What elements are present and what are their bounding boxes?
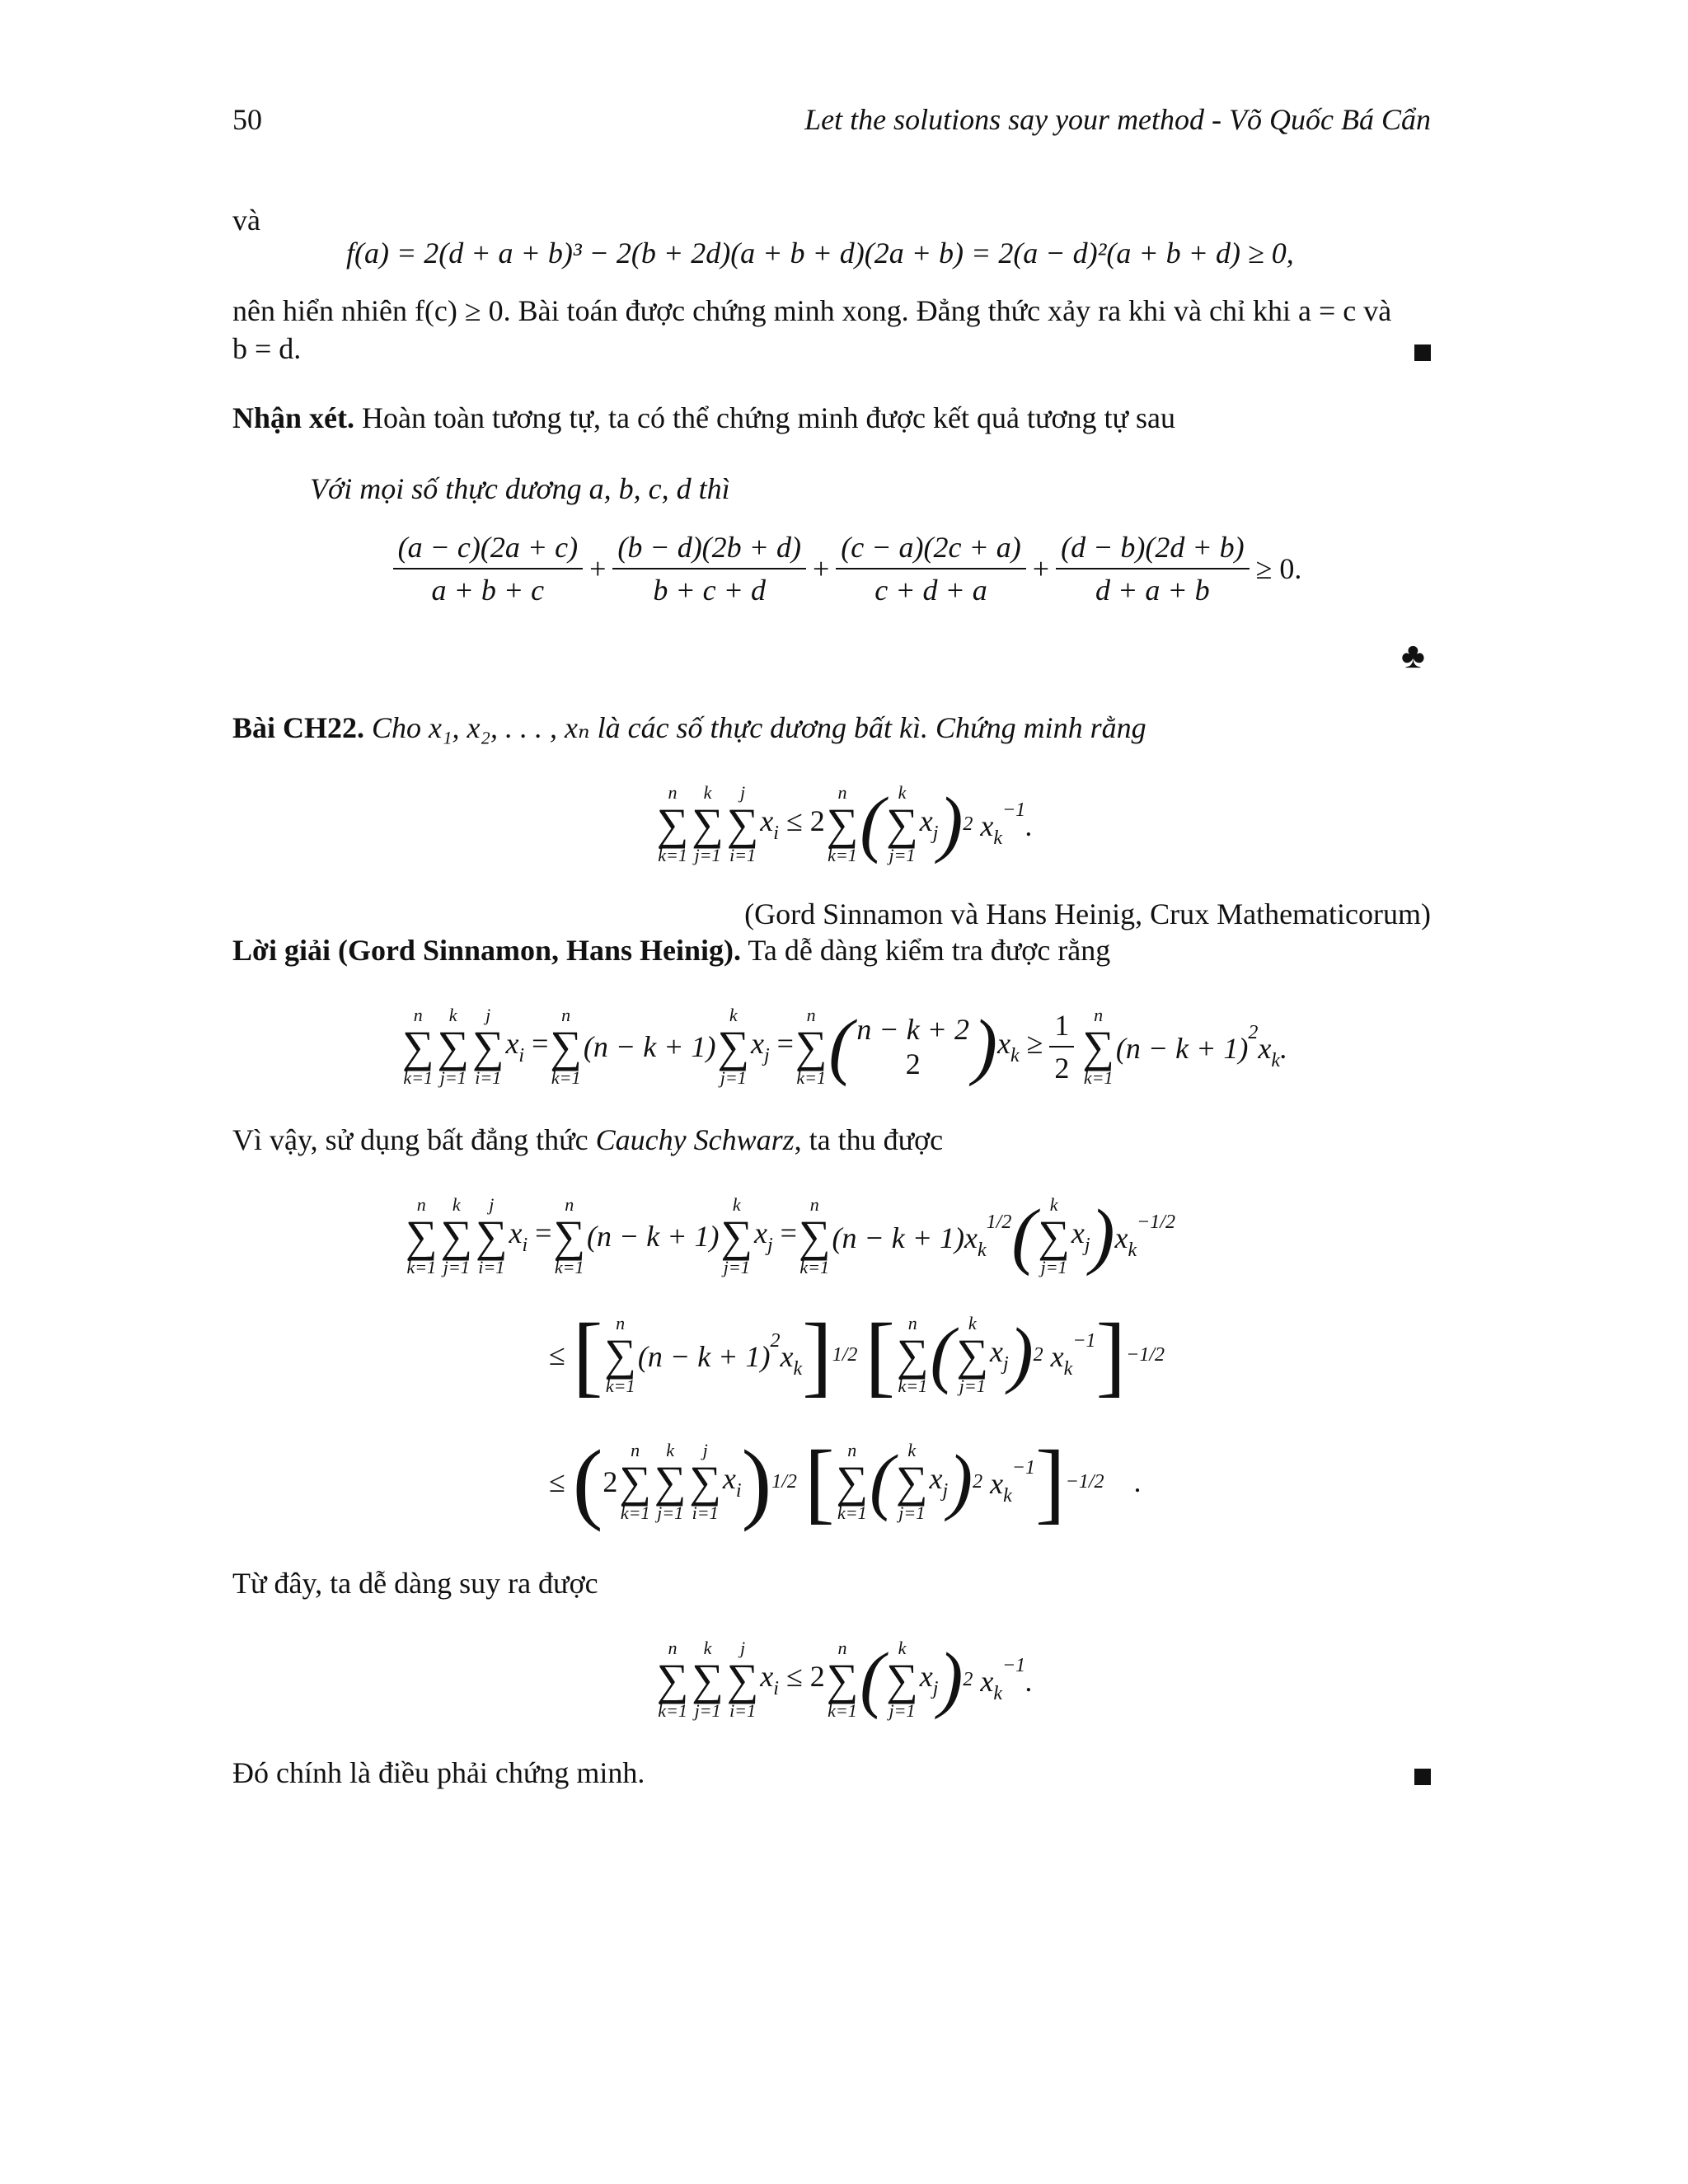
solution-paragraph <box>232 933 1110 968</box>
remark-paragraph <box>232 401 1175 436</box>
problem-source: (Gord Sinnamon và Hans Heinig, Crux Mathematicorum) <box>744 898 1431 930</box>
conclusion-paragraph: Đó chính là điều phải chứng minh. <box>232 1756 645 1789</box>
club-icon: ♣ <box>1401 635 1425 676</box>
paragraph-line: b = d. <box>232 332 302 365</box>
equation-fa: f(a) = 2(d + a + b)³ − 2(b + 2d)(a + b + d)(2a + b) = 2(a − d)²(a + b + d) ≥ 0, <box>346 237 1294 269</box>
cs-chain-line-1: n ∑ k=1 k ∑ j=1 j ∑ i=1 $x_i$ = n ∑ k=1 (n − k + 1) k ∑ j=1 $x_j$ = n ∑ k=1 $(n - k + 1)x_k^{1/2}$ ( k ∑ j=1 $x_j$ ) $x_k^{-1/2}$ <box>406 1194 1175 1277</box>
cauchy-schwarz-name: Cauchy Schwarz <box>595 1123 795 1156</box>
fraction: $\frac{(d - b)(2d + b)}{d + a + b}$ <box>1056 530 1250 607</box>
remark-label: Nhận xét. <box>232 401 355 434</box>
solution-intro: Ta dễ dàng kiểm tra được rằng <box>748 934 1111 967</box>
cs-chain-line-3: ≤ ( 2 n ∑ k=1 k ∑ j=1 j ∑ i=1 $x_i$ ) 1/2 [ n ∑ k=1 ( k ∑ j=1 $x_j$ ) 2 $x_k^{-1}$ ] −1/2 . <box>549 1432 1142 1532</box>
fraction: $\frac{(c - a)(2c + a)}{c + d + a}$ <box>836 530 1026 607</box>
text-va: và <box>232 204 260 237</box>
problem-inequality: n ∑ k=1 k ∑ j=1 j ∑ i=1 $x_i \le 2$ n ∑ k=1 ( k ∑ j=1 $x_j$ ) 2 $x_k^{-1}$. <box>656 782 1034 865</box>
running-title: Let the solutions say your method - Võ Quốc Bá Cẩn <box>804 103 1431 136</box>
solution-label: Lời giải (Gord Sinnamon, Hans Heinig). <box>232 934 742 967</box>
problem-paragraph <box>232 710 1146 746</box>
remark-statement: Với mọi số thực dương a, b, c, d thì <box>310 472 730 505</box>
cauchy-paragraph: Vì vậy, sử dụng bất đẳng thức Cauchy Schwarz, ta thu được <box>232 1123 944 1156</box>
deduce-paragraph: Từ đây, ta dễ dàng suy ra được <box>232 1567 598 1600</box>
qed-square-icon <box>1414 344 1431 361</box>
fraction: $\frac{(b - d)(2b + d)}{b + c + d}$ <box>612 530 806 607</box>
page-number: 50 <box>232 103 262 136</box>
paragraph-line: nên hiển nhiên f(c) ≥ 0. Bài toán được chứng minh xong. Đẳng thức xảy ra khi và chỉ khi a = c và <box>232 294 1392 327</box>
final-inequality: n ∑ k=1 k ∑ j=1 j ∑ i=1 $x_i \le 2$ n ∑ k=1 ( k ∑ j=1 $x_j$ ) 2 $x_k^{-1}$. <box>656 1638 1034 1721</box>
cs-chain-line-2: ≤ [ n ∑ k=1 $(n - k + 1)^2x_k$ ] 1/2 [ n ∑ k=1 ( k ∑ j=1 $x_j$ ) 2 $x_k^{-1}$ ] −1/2 <box>549 1305 1165 1405</box>
remark-text: Hoàn toàn tương tự, ta có thể chứng minh được kết quả tương tự sau <box>362 401 1176 434</box>
problem-label: Bài CH22. <box>232 711 365 744</box>
fraction: $\frac{(a - c)(2a + c)}{a + b + c}$ <box>393 530 584 607</box>
solution-identity: n ∑ k=1 k ∑ j=1 j ∑ i=1 $x_i$ = n ∑ k=1 (n − k + 1) k ∑ j=1 $x_j$ = n ∑ k=1 ( n − k + 2 2 ) $x_k$ ≥ $\frac{1}{2}$ n ∑ k=1 $(n - k + 1)^2x_k$. <box>401 1005 1288 1088</box>
problem-text: Cho x₁, x₂, . . . , xₙ là các số thực dương bất kì. Chứng minh rằng <box>372 711 1146 744</box>
remark-inequality: $\frac{(a - c)(2a + c)}{a + b + c}$ + $\frac{(b - d)(2b + d)}{b + c + d}$ + $\frac{(c - a)(2c + a)}{c + d + a}$ + $\frac{(d - b)(2d + b)}{d + a + b}$ ≥ 0. <box>0 527 1688 610</box>
qed-square-icon <box>1414 1769 1431 1785</box>
